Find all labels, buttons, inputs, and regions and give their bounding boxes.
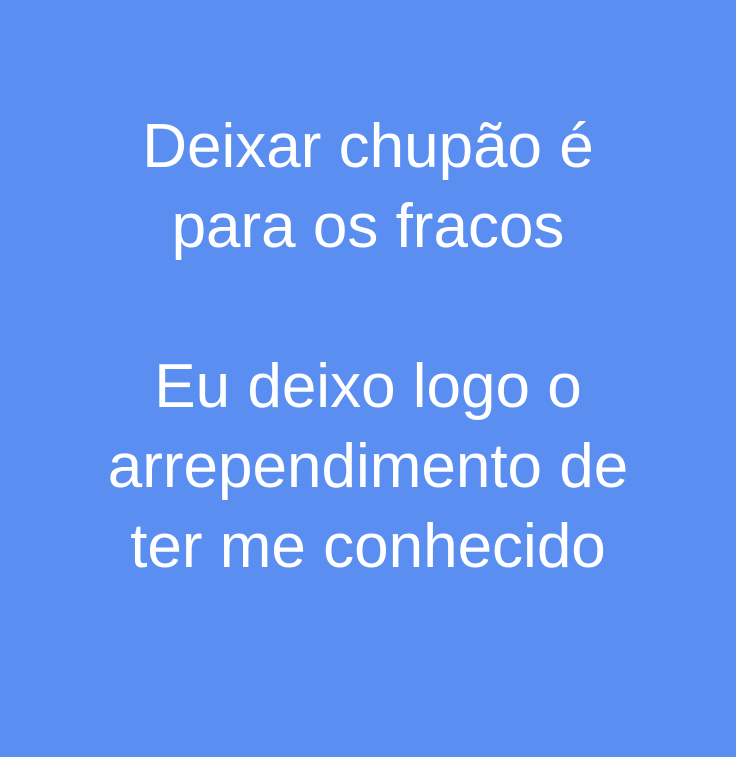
text-line: ter me conhecido bbox=[130, 512, 606, 581]
text-line: para os fracos bbox=[171, 192, 565, 261]
text-line: Eu deixo logo o bbox=[154, 352, 582, 421]
paragraph-2 bbox=[108, 347, 628, 587]
text-line: Deixar chupão é bbox=[142, 112, 594, 181]
paragraph-1 bbox=[142, 107, 594, 267]
text-line: arrependimento de bbox=[107, 432, 629, 501]
